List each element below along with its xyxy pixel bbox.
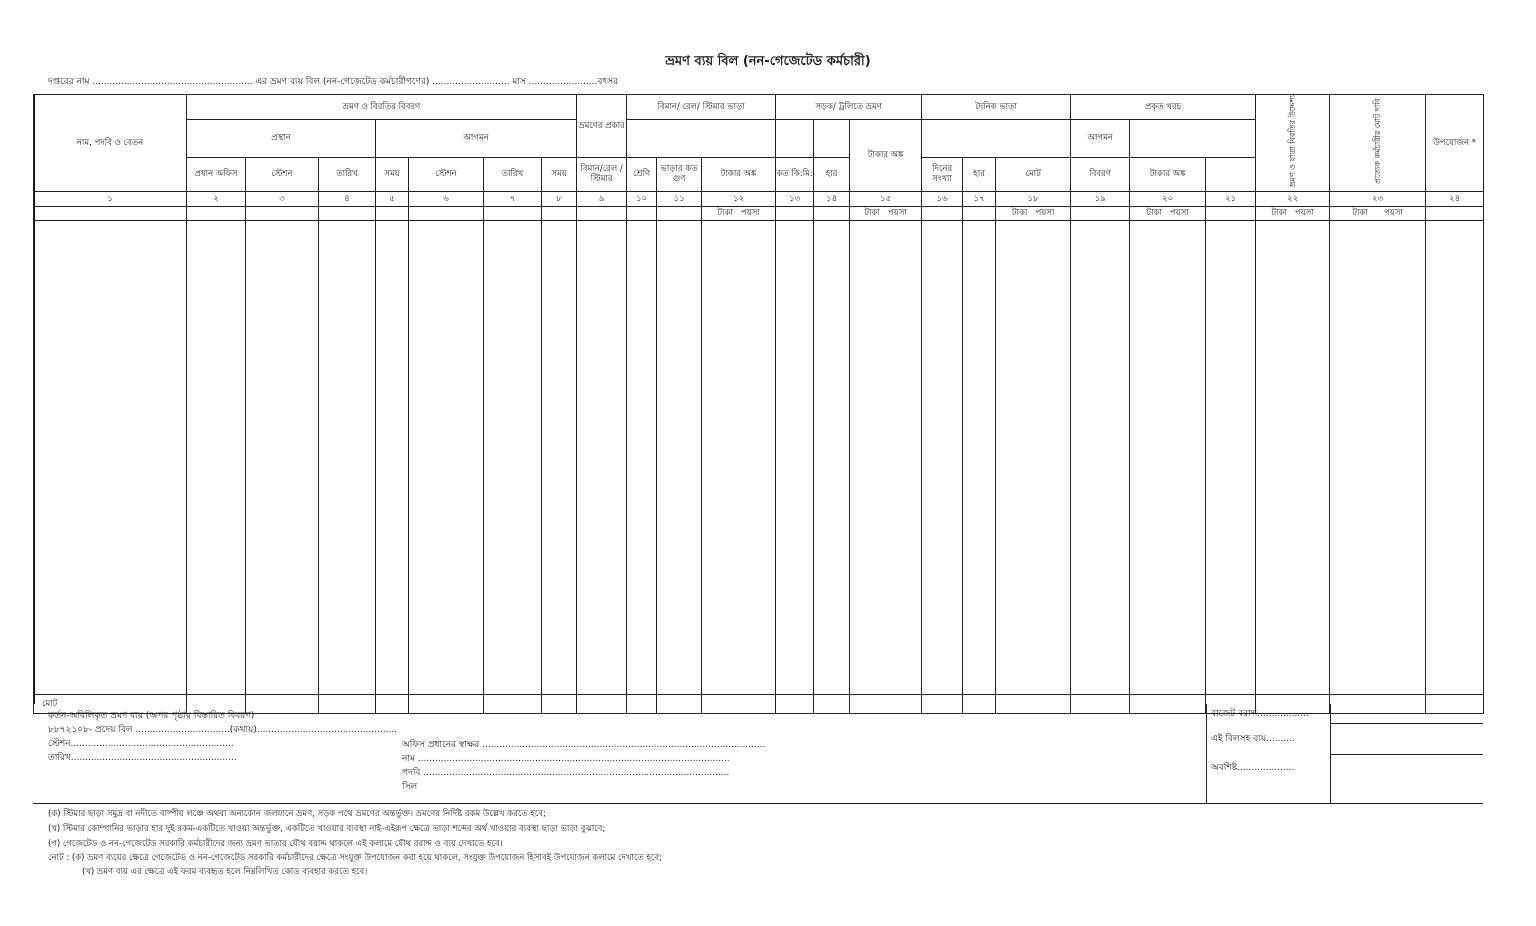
blank-cell: [657, 206, 702, 220]
seal-label: সিল: [402, 782, 418, 792]
total-cell[interactable]: [484, 694, 542, 713]
note-kha: (খ) ভ্রমণ ব্যয় এর ক্ষেত্রে এই ফরম ব্যবহৃত হলে নিম্নলিখিত কোড ব্যবহার করতে হবে।: [82, 867, 368, 877]
taka-label: টাকা: [864, 208, 880, 219]
col-travel-group: ভ্রমণ ও বিরতির বিবরণ: [187, 95, 577, 120]
blank-cell: [1071, 206, 1130, 220]
office-head-signature[interactable]: অফিস প্রধানের স্বাক্ষর ...................................................................................................: [402, 740, 766, 750]
budget-row-line-1: [1330, 723, 1483, 724]
column-number-row: [34, 191, 1484, 206]
entry-cell[interactable]: [1130, 220, 1206, 694]
col-number: ১০: [627, 191, 657, 206]
blank-cell: [1426, 206, 1484, 220]
entry-cell[interactable]: [1206, 220, 1256, 694]
entry-cell[interactable]: [1426, 220, 1484, 694]
col-daily-allowance: দৈনিক ভাতা: [922, 95, 1071, 120]
col-number: ১২: [702, 191, 776, 206]
entry-cell[interactable]: [996, 220, 1071, 694]
blank-cell: [542, 206, 577, 220]
paisa-label: পয়সা: [1035, 208, 1055, 219]
col-time-dep: সময়: [376, 157, 409, 191]
total-cell[interactable]: [776, 694, 814, 713]
total-cell[interactable]: [246, 694, 319, 713]
col-amount-20: টাকার অঙ্ক: [1130, 157, 1206, 191]
col-number: ২০: [1130, 191, 1206, 206]
entry-cell[interactable]: [657, 220, 702, 694]
name-field[interactable]: নাম .............................................................................................................: [402, 754, 730, 764]
col-addition: উপযোজন *: [1426, 95, 1484, 192]
col-number: ২: [187, 191, 246, 206]
footnote-ka: (ক) স্টিমার ছাড়া সমুদ্র বা নদীতে বাষ্পীয় লঞ্চে অথবা অন্যকোন জলযানে ভ্রমণ, সড়ক পথে ভ্রমণের অন্তর্ভুক্ত। ভ্রমণের নির্দিষ্ট রকম উল্লেখ করতে হবে;: [48, 809, 546, 819]
total-cell[interactable]: [1071, 694, 1130, 713]
col-number: ১১: [657, 191, 702, 206]
entry-cell[interactable]: [627, 220, 657, 694]
total-cell[interactable]: [814, 694, 850, 713]
expense-with-bill: এই বিলসহ ব্যয়..........: [1211, 734, 1295, 744]
station-field[interactable]: স্টেশন.........................................................: [48, 739, 234, 749]
total-cell[interactable]: [702, 694, 776, 713]
col-road-travel: সড়ক/ ট্রলিতে ভ্রমণ: [776, 95, 922, 120]
total-cell[interactable]: [850, 694, 922, 713]
col-total-claim: [1330, 95, 1426, 192]
col-number: ১৩: [776, 191, 814, 206]
total-cell[interactable]: [627, 694, 657, 713]
total-cell[interactable]: [963, 694, 996, 713]
taka-label: টাকা: [1352, 208, 1368, 219]
total-cell[interactable]: [319, 694, 376, 713]
paisa-label: পয়সা: [1384, 208, 1403, 219]
entry-cell[interactable]: [34, 220, 187, 694]
entry-cell[interactable]: [577, 220, 627, 694]
currency-cell: [1256, 206, 1330, 220]
col-number: ২২: [1256, 191, 1330, 206]
blank-cell: [34, 206, 187, 220]
total-cell[interactable]: [657, 694, 702, 713]
blank-cell: [922, 206, 963, 220]
entry-cell[interactable]: [246, 220, 319, 694]
col-class: শ্রেণি: [627, 157, 657, 191]
body-entry-row: [34, 220, 1484, 694]
entry-cell[interactable]: [319, 220, 376, 694]
total-cell[interactable]: [577, 694, 627, 713]
entry-cell[interactable]: [542, 220, 577, 694]
taka-label: টাকা: [717, 208, 733, 219]
entry-cell[interactable]: [484, 220, 542, 694]
paisa-label: পয়সা: [740, 208, 760, 219]
total-cell[interactable]: [1130, 694, 1206, 713]
entry-cell[interactable]: [850, 220, 922, 694]
note-ka: নোট : (ক) ভ্রমণ ব্যয়ের ক্ষেত্রে গেজেটেড ও নন-গেজেটেড সরকারি কর্মচারীদের ক্ষেত্রে সংযুক্ত উপযোজন করা হয়ে থাকলে, সংযুক্ত উপযোজন হিসাবই উপযোজন কলামে দেখাতে হবে;: [48, 853, 662, 863]
entry-cell[interactable]: [814, 220, 850, 694]
col-number: ২১: [1206, 191, 1256, 206]
col-travel-type: ভ্রমণের প্রকার: [577, 95, 627, 158]
col-number: ২৪: [1426, 191, 1484, 206]
total-cell[interactable]: [376, 694, 409, 713]
paisa-label: পয়সা: [1295, 208, 1314, 219]
blank-sub: [814, 120, 850, 158]
col-number: ১৪: [814, 191, 850, 206]
blank-cell: [187, 206, 246, 220]
entry-cell[interactable]: [922, 220, 963, 694]
footnote-ga: (গ) গেজেটেড ও নন-গেজেটেড সরকারি কর্মচারীদের জন্য ভ্রমণ ভাতার যৌথ বরাদ্দ থাকলে এই কলামে যৌথ বরাদ্দ ও ব্যয় দেখাতে হবে।: [48, 839, 503, 849]
col-total-claim-label: প্রত্যেক কর্মচারীর মোট দাবি: [1372, 98, 1382, 185]
taka-label: টাকা: [1011, 208, 1028, 219]
col-arrival-2: আগমন: [1071, 120, 1130, 158]
form-subline: দপ্তরের নাম ........................................................ এর ভ্রমণ ব্যয় বিল (নন-গেজেটেড কর্মচারীগণের) ........................... মাস ........................বৎসর: [48, 77, 619, 87]
payable-text[interactable]: ৮৮৭২১০৮- প্রদেয় বিল .................................(কথায়).................................................: [48, 725, 398, 735]
col-amount-12: টাকার অঙ্ক: [702, 157, 776, 191]
entry-cell[interactable]: [702, 220, 776, 694]
total-cell[interactable]: [922, 694, 963, 713]
blank-sub: [627, 120, 776, 158]
col-arrival: আগমন: [376, 120, 577, 158]
travel-bill-table: [33, 94, 1484, 714]
col-days: দিনের সংখ্যা: [922, 157, 963, 191]
blank-sub: [776, 120, 814, 158]
col-number: ২৩: [1330, 191, 1426, 206]
balance: অবশিষ্ট....................: [1211, 763, 1295, 773]
col-number: ১৮: [996, 191, 1071, 206]
col-total-18: মোট: [996, 157, 1071, 191]
total-cell[interactable]: [1426, 694, 1484, 713]
col-name-header: নাম, পদবি ও বেতন: [34, 95, 187, 192]
entry-cell[interactable]: [776, 220, 814, 694]
currency-row: [34, 206, 1484, 220]
col-number: ৫: [376, 191, 409, 206]
col-number: ১৯: [1071, 191, 1130, 206]
col-number: ৩: [246, 191, 319, 206]
col-fare-multiple: ভাড়ার কত গুণ: [657, 157, 702, 191]
col-number: ১৬: [922, 191, 963, 206]
total-cell[interactable]: [996, 694, 1071, 713]
budget-allocation: বাজেট বরাদ্দ..................: [1211, 709, 1309, 719]
entry-cell[interactable]: [1330, 220, 1426, 694]
col-air-rail-fare: বিমান/ রেল/ স্টিমার ভাড়া: [627, 95, 776, 120]
col-head-office: প্রধান অফিস: [187, 157, 246, 191]
designation-field[interactable]: পদবি ...........................................................................................................: [402, 768, 730, 778]
entry-cell[interactable]: [376, 220, 409, 694]
col-purpose-label: ভ্রমণ ও যাত্রা বিরতির উদ্দেশ্য: [1287, 95, 1297, 188]
currency-cell: [702, 206, 776, 220]
col-date-arr: তারিখ: [484, 157, 542, 191]
form-title: ভ্রমণ ব্যয় বিল (নন-গেজেটেড কর্মচারী): [665, 54, 871, 69]
col-number: ৬: [409, 191, 484, 206]
entry-cell[interactable]: [1256, 220, 1330, 694]
col-rate-14: হার: [814, 157, 850, 191]
blank-cell: [484, 206, 542, 220]
col-number: ৮: [542, 191, 577, 206]
col-date-dep: তারিখ: [319, 157, 376, 191]
budget-row-line-2: [1330, 754, 1483, 755]
entry-cell[interactable]: [187, 220, 246, 694]
col-actual-cost: প্রকৃত খরচ: [1071, 95, 1256, 120]
col-number: ৯: [577, 191, 627, 206]
taka-label: টাকা: [1271, 208, 1287, 219]
total-row-label: মোট: [34, 694, 187, 713]
col-number: ১: [34, 191, 187, 206]
entry-cell[interactable]: [1071, 220, 1130, 694]
blank-sub: [922, 120, 1071, 158]
lower-bottom-line: [33, 803, 1483, 804]
blank-sub: [1130, 120, 1256, 158]
currency-cell: [1330, 206, 1426, 220]
blank-cell: [776, 206, 814, 220]
entry-cell[interactable]: [963, 220, 996, 694]
entry-cell[interactable]: [409, 220, 484, 694]
col-time-arr: সময়: [542, 157, 577, 191]
blank-cell: [577, 206, 627, 220]
col-departure: প্রস্থান: [187, 120, 376, 158]
blank-cell: [246, 206, 319, 220]
paisa-label: পয়সা: [1170, 208, 1189, 219]
currency-cell: [1130, 206, 1206, 220]
total-cell[interactable]: [1330, 694, 1426, 713]
blank-cell: [1206, 206, 1256, 220]
currency-cell: [996, 206, 1071, 220]
col-number: ১৭: [963, 191, 996, 206]
date-field[interactable]: তারিখ..........................................................: [48, 753, 237, 763]
col-station-arr: স্টেশন: [409, 157, 484, 191]
blank-cell: [963, 206, 996, 220]
col-number: ৭: [484, 191, 542, 206]
col-amount-15: টাকার অঙ্ক: [850, 120, 922, 192]
col-air-rail-steamer: বিমান/রেল /স্টিমার: [577, 157, 627, 191]
col-station-dep: স্টেশন: [246, 157, 319, 191]
col-km: কত কি:মি:: [776, 157, 814, 191]
blank-cell: [627, 206, 657, 220]
deduction-text: কর্তন-অবিলিকৃত ভ্রমণ ব্যয় (অপর পৃষ্ঠায় বিস্তারিত বিবরণ): [48, 711, 255, 721]
col-number: ১৫: [850, 191, 922, 206]
total-cell[interactable]: [542, 694, 577, 713]
taka-label: টাকা: [1146, 208, 1162, 219]
col-purpose: [1256, 95, 1330, 192]
col-number: ৪: [319, 191, 376, 206]
blank-cell: [814, 206, 850, 220]
footnote-kha: (খ) স্টিমার কোম্পানির ভাড়ার হার দুই রকম-একটিতে খাওয়া অন্তর্ভুক্ত, একটিতে খাওয়ার ব্যবস্থা নাই-এইরূপ ক্ষেত্রে ভাড়া শব্দের অর্থ খাওয়ার ব্যবস্থা ছাড়া ভাড়া বুঝাবে;: [48, 824, 606, 834]
blank-cell: [319, 206, 376, 220]
col-rate-17: হার: [963, 157, 996, 191]
blank-cell: [409, 206, 484, 220]
budget-divider-1: [1206, 704, 1207, 804]
paisa-label: পয়সা: [888, 208, 907, 219]
blank-cell: [376, 206, 409, 220]
col-description: বিবরণ: [1071, 157, 1130, 191]
currency-cell: [850, 206, 922, 220]
total-cell[interactable]: [409, 694, 484, 713]
